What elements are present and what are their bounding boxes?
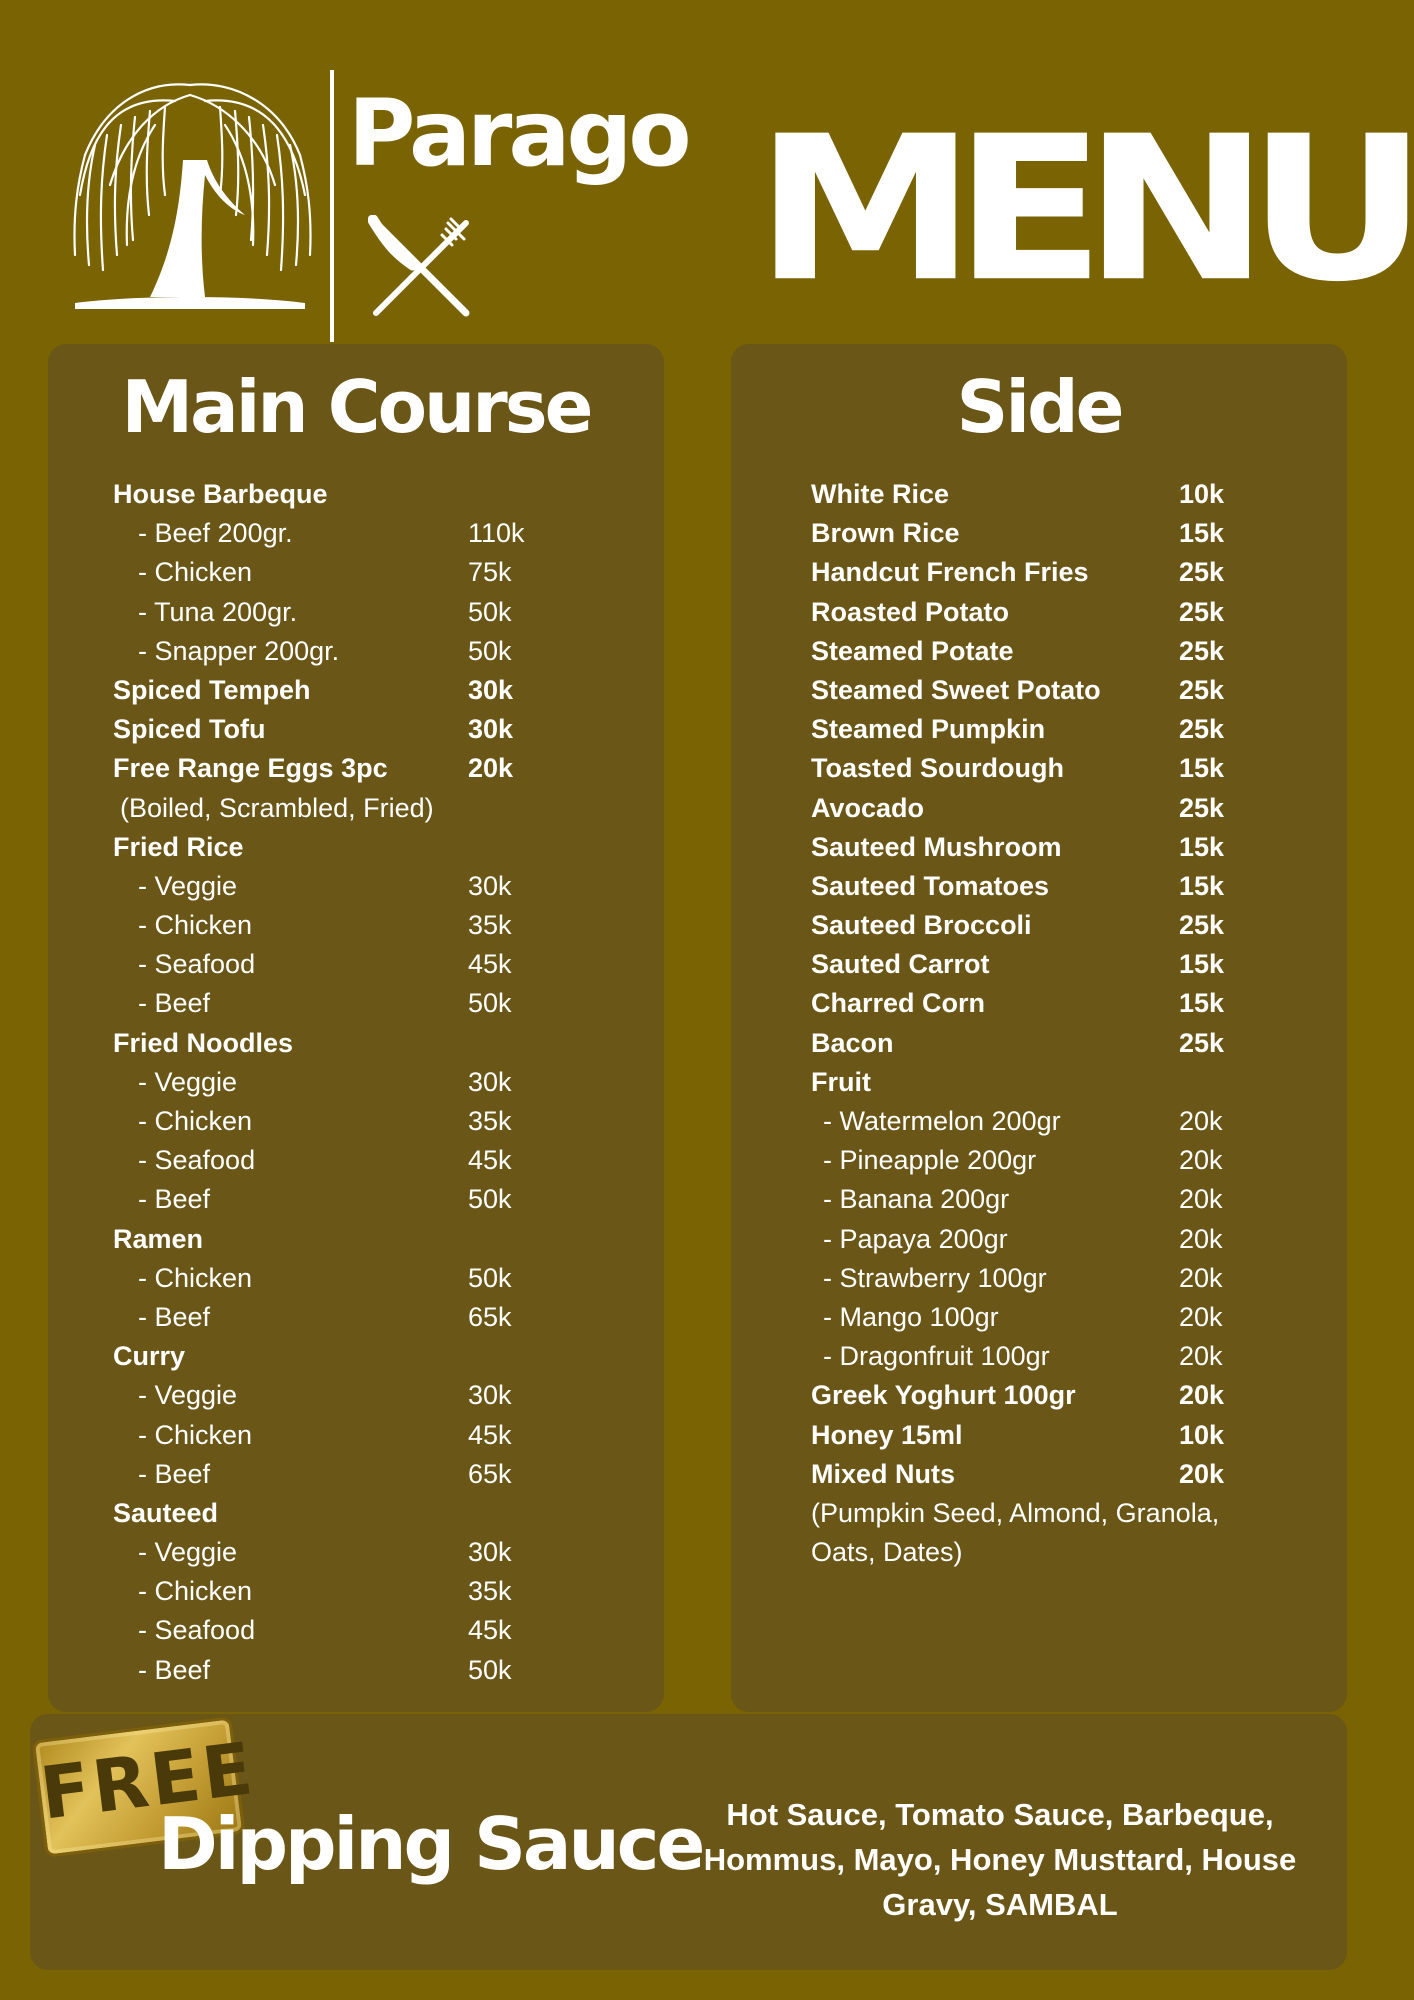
menu-item-name: - Chicken	[138, 557, 253, 588]
menu-item-name: - Beef 200gr.	[138, 518, 293, 549]
menu-item-name: Spiced Tempeh	[113, 674, 311, 705]
menu-item-name: Free Range Eggs 3pc	[113, 753, 388, 784]
menu-item-price: 15k	[1179, 753, 1225, 784]
menu-item-price: 50k	[468, 596, 512, 627]
menu-item	[731, 1298, 1347, 1337]
free-stamp-text: FREE	[35, 1726, 260, 1836]
menu-item	[48, 1533, 664, 1572]
menu-item-name: Handcut French Fries	[811, 557, 1089, 588]
menu-item	[48, 1102, 664, 1141]
menu-item-name: Honey 15ml	[811, 1419, 963, 1450]
sauce-list-line: Gravy, SAMBAL	[882, 1887, 1118, 1922]
menu-item	[48, 945, 664, 984]
menu-item-price: 20k	[1179, 1145, 1223, 1176]
menu-item	[48, 593, 664, 632]
menu-item	[731, 671, 1347, 710]
menu-item-name: - Chicken	[138, 1262, 253, 1293]
logo-divider	[330, 70, 334, 342]
menu-item-name: Brown Rice	[811, 518, 960, 549]
menu-item-name: - Seafood	[138, 949, 256, 980]
menu-item-name: Steamed Pumpkin	[811, 714, 1046, 745]
menu-item-name: - Watermelon 200gr	[823, 1106, 1061, 1136]
menu-item-price: 25k	[1179, 792, 1225, 823]
menu-item-price: 25k	[1179, 635, 1225, 666]
menu-item-name: - Beef	[138, 1301, 211, 1332]
menu-item	[731, 1180, 1347, 1219]
menu-item-name: Greek Yoghurt 100gr	[811, 1380, 1076, 1411]
menu-item-name: Avocado	[811, 792, 925, 823]
menu-item-price: 20k	[468, 753, 514, 784]
menu-item	[48, 710, 664, 749]
menu-item-name: Sauteed Mushroom	[811, 831, 1062, 862]
menu-item	[731, 1141, 1347, 1180]
menu-item-price: 10k	[1179, 1419, 1225, 1450]
menu-item	[731, 749, 1347, 788]
menu-item-name: - Tuna 200gr.	[138, 596, 298, 627]
menu-item-price: 15k	[1179, 949, 1225, 980]
menu-item-price: 75k	[468, 557, 512, 588]
menu-item-name: - Chicken	[138, 1419, 253, 1450]
menu-item-name: - Beef	[138, 1184, 211, 1215]
menu-item	[731, 906, 1347, 945]
menu-item	[731, 1533, 1347, 1572]
menu-item-price: 35k	[468, 1106, 512, 1136]
menu-item	[731, 593, 1347, 632]
menu-item	[48, 984, 664, 1023]
menu-item-price: 50k	[468, 635, 512, 666]
menu-item	[48, 1376, 664, 1415]
menu-item-name: - Chicken	[138, 910, 253, 941]
menu-item	[48, 1572, 664, 1611]
menu-item-price: 65k	[468, 1458, 512, 1489]
menu-item	[48, 671, 664, 710]
menu-item-name: - Mango 100gr	[823, 1301, 999, 1332]
menu-item	[48, 1180, 664, 1219]
menu-item-name: Fruit	[811, 1066, 871, 1097]
menu-item	[731, 1063, 1347, 1102]
dipping-sauce-title: Dipping Sauce	[158, 1802, 703, 1886]
menu-item-name: Toasted Sourdough	[811, 753, 1064, 784]
menu-item-price: 30k	[468, 714, 514, 745]
menu-item	[48, 1259, 664, 1298]
menu-item-price: 25k	[1179, 714, 1225, 745]
menu-item	[731, 828, 1347, 867]
menu-item-name: Sauted Carrot	[811, 949, 990, 980]
menu-item	[48, 1416, 664, 1455]
menu-item	[48, 1063, 664, 1102]
menu-item-name: Charred Corn	[811, 988, 986, 1019]
menu-item-name: Fried Rice	[113, 831, 244, 862]
main-course-heading: Main Course	[121, 365, 591, 449]
menu-item	[731, 1494, 1347, 1533]
menu-item-price: 20k	[1179, 1458, 1225, 1489]
menu-item-price: 65k	[468, 1301, 512, 1332]
side-heading: Side	[956, 365, 1122, 449]
main-course-list	[48, 475, 664, 1690]
menu-item-name: Steamed Potate	[811, 635, 1014, 666]
menu-item-name: Curry	[113, 1341, 186, 1372]
menu-item-name: House Barbeque	[113, 479, 328, 509]
menu-item-price: 10k	[1179, 479, 1225, 509]
menu-item-price: 25k	[1179, 557, 1225, 588]
menu-item-name: Steamed Sweet Potato	[811, 674, 1101, 705]
menu-item-price: 25k	[1179, 596, 1225, 627]
menu-item	[731, 1102, 1347, 1141]
menu-item-price: 110k	[468, 518, 525, 549]
menu-item-price: 15k	[1179, 988, 1225, 1019]
menu-item	[731, 553, 1347, 592]
menu-item-name: Sauteed Broccoli	[811, 910, 1032, 941]
menu-item	[48, 475, 664, 514]
menu-item-price: 45k	[468, 1615, 512, 1646]
menu-item-name: Fried Noodles	[113, 1027, 294, 1058]
menu-item	[48, 1651, 664, 1690]
menu-item	[48, 632, 664, 671]
menu-item	[731, 1337, 1347, 1376]
menu-item-name: Spiced Tofu	[113, 714, 266, 745]
menu-item-name: White Rice	[811, 479, 950, 509]
menu-item	[731, 514, 1347, 553]
menu-item-price: 25k	[1179, 910, 1225, 941]
menu-item	[731, 1416, 1347, 1455]
menu-item-price: 15k	[1179, 831, 1225, 862]
menu-item-name: Sauteed Tomatoes	[811, 870, 1050, 901]
menu-item-price: 30k	[468, 1380, 512, 1411]
menu-item-price: 20k	[1179, 1301, 1223, 1332]
menu-item-price: 20k	[1179, 1184, 1223, 1215]
menu-title: MENU	[755, 93, 1406, 326]
menu-item	[48, 1024, 664, 1063]
menu-item	[731, 632, 1347, 671]
menu-item	[731, 867, 1347, 906]
fork-knife-icon	[368, 215, 473, 320]
menu-item	[48, 789, 664, 828]
brand-name: Parago	[348, 80, 688, 187]
menu-item	[731, 789, 1347, 828]
menu-item-name: (Pumpkin Seed, Almond, Granola,	[811, 1497, 1220, 1528]
menu-item	[731, 984, 1347, 1023]
menu-item-price: 15k	[1179, 870, 1225, 901]
menu-item-price: 35k	[468, 1576, 512, 1607]
menu-item	[48, 828, 664, 867]
menu-item-name: - Seafood	[138, 1145, 256, 1176]
menu-item-name: (Boiled, Scrambled, Fried)	[120, 792, 434, 823]
sauce-list-line: Hot Sauce, Tomato Sauce, Barbeque,	[726, 1797, 1274, 1832]
side-list	[731, 475, 1347, 1572]
menu-item-name: - Veggie	[138, 1066, 238, 1097]
menu-item-price: 20k	[1179, 1380, 1225, 1411]
menu-item-price: 50k	[468, 1262, 512, 1293]
menu-item-name: - Beef	[138, 988, 211, 1019]
menu-item-name: - Beef	[138, 1654, 211, 1685]
menu-item-price: 15k	[1179, 518, 1225, 549]
menu-item-price: 20k	[1179, 1223, 1223, 1254]
menu-item-name: - Chicken	[138, 1576, 253, 1607]
menu-item-name: Roasted Potato	[811, 596, 1010, 627]
menu-item	[731, 1376, 1347, 1415]
menu-item	[731, 710, 1347, 749]
dipping-sauce-list	[680, 1792, 1320, 1927]
menu-item	[48, 1298, 664, 1337]
menu-item-price: 30k	[468, 870, 512, 901]
menu-item-name: - Banana 200gr	[823, 1184, 1010, 1215]
menu-item	[48, 906, 664, 945]
side-panel	[731, 344, 1347, 1712]
menu-item-name: Bacon	[811, 1027, 894, 1058]
menu-item-name: - Veggie	[138, 870, 238, 901]
menu-item	[48, 1494, 664, 1533]
menu-item-price: 50k	[468, 1184, 512, 1215]
menu-item-name: Mixed Nuts	[811, 1458, 956, 1489]
menu-item-name: Oats, Dates)	[811, 1537, 963, 1568]
menu-item-price: 30k	[468, 1537, 512, 1568]
menu-item	[731, 475, 1347, 514]
menu-item-price: 20k	[1179, 1341, 1223, 1372]
menu-item	[731, 945, 1347, 984]
menu-item	[48, 1220, 664, 1259]
menu-item-price: 30k	[468, 1066, 512, 1097]
menu-item-name: - Pineapple 200gr	[823, 1145, 1037, 1176]
menu-item-name: - Seafood	[138, 1615, 256, 1646]
menu-item	[731, 1024, 1347, 1063]
menu-item	[48, 867, 664, 906]
menu-item	[48, 749, 664, 788]
menu-item-price: 50k	[468, 988, 512, 1019]
menu-item-price: 30k	[468, 674, 514, 705]
menu-item-price: 45k	[468, 1419, 512, 1450]
menu-item	[731, 1220, 1347, 1259]
menu-item	[48, 1141, 664, 1180]
menu-item-name: - Strawberry 100gr	[823, 1262, 1047, 1293]
menu-item-price: 25k	[1179, 674, 1225, 705]
menu-item-price: 45k	[468, 949, 512, 980]
menu-item-name: Ramen	[113, 1223, 204, 1254]
menu-item	[48, 514, 664, 553]
menu-item	[48, 1611, 664, 1650]
menu-item-price: 50k	[468, 1654, 512, 1685]
menu-item-name: - Papaya 200gr	[823, 1223, 1008, 1254]
menu-item	[48, 553, 664, 592]
menu-item-price: 20k	[1179, 1106, 1223, 1136]
menu-item-name: - Snapper 200gr.	[138, 635, 340, 666]
menu-item-name: - Chicken	[138, 1106, 253, 1136]
menu-item-name: - Veggie	[138, 1380, 238, 1411]
menu-item	[48, 1455, 664, 1494]
sauce-list-line: Hommus, Mayo, Honey Musttard, House	[703, 1842, 1297, 1877]
menu-item	[48, 1337, 664, 1376]
menu-item-name: Sauteed	[113, 1497, 219, 1528]
menu-item-price: 35k	[468, 910, 512, 941]
menu-item-price: 45k	[468, 1145, 512, 1176]
willow-tree-icon	[55, 65, 325, 325]
main-course-panel	[48, 344, 664, 1712]
menu-item-price: 25k	[1179, 1027, 1225, 1058]
menu-item	[731, 1455, 1347, 1494]
menu-item-name: - Beef	[138, 1458, 211, 1489]
menu-item-name: - Dragonfruit 100gr	[823, 1341, 1050, 1372]
menu-item-name: - Veggie	[138, 1537, 238, 1568]
menu-item	[731, 1259, 1347, 1298]
menu-item-price: 20k	[1179, 1262, 1223, 1293]
